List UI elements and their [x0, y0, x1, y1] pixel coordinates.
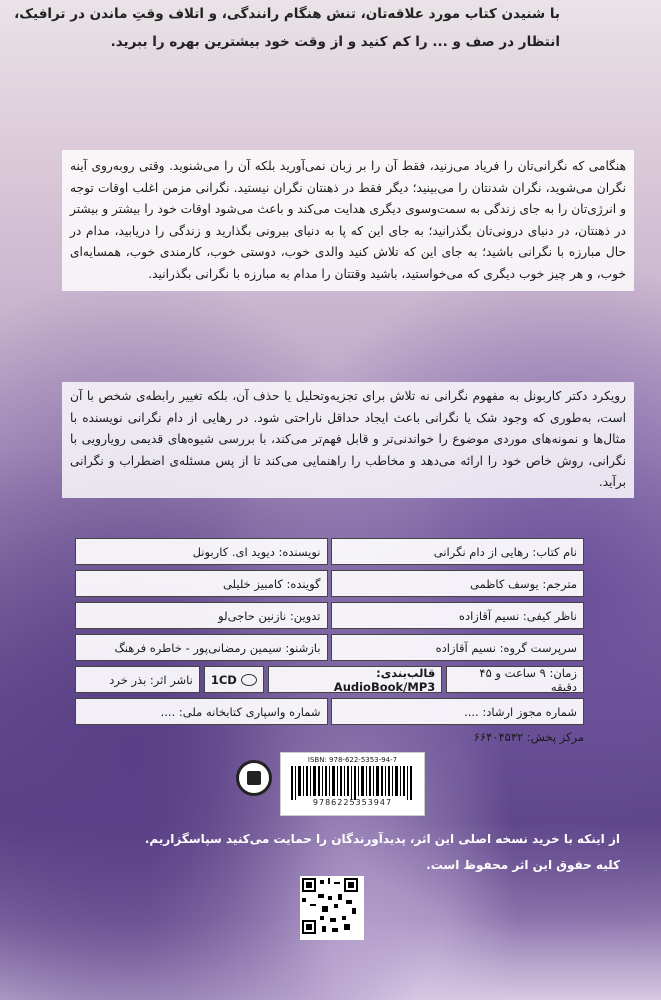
book-name: نام کتاب: رهایی از دام نگرانی: [331, 538, 584, 565]
footer-line-1: از اینکه با خرید نسخه اصلی این اثر، پدیدآورندگان را حمایت می‌کنید سپاسگزاریم.: [144, 832, 620, 846]
about-paragraph: رویکرد دکتر کاربونل به مفهوم نگرانی نه تلاش برای تجزیه‌وتحلیل یا حذف آن، بلکه تغییر رابطه‌ی شخص با آن است، به‌طوری که وجود شک یا نگرانی باعث ایجاد حداقل ناراحتی شود. در رهایی از دام نگرانی نویسنده با مثال‌ها و نمونه‌های موردی موضوع را خواندنی‌تر و قابل فهم‌تر می‌کند، با بررسی شیوه‌های قدیمی رویارویی با نگرانی، روش خاص خود را ارائه می‌دهد و مخاطب را راهنمایی می‌کند تا از پس مسئله‌ی اضطراب و نگرانی برآید.: [62, 382, 634, 498]
intro-line-1: با شنیدن کتاب مورد علاقه‌تان، تنش هنگام رانندگی، و اتلاف وقتِ ماندن در ترافیک،: [14, 6, 560, 22]
distribution-center: مرکز پخش: ۶۶۴۰۴۵۳۲: [473, 730, 584, 744]
disc-count: [204, 666, 264, 693]
isbn-label: ISBN: 978-622-5353-94-7: [307, 756, 398, 764]
intro-text: [0, 0, 560, 56]
barcode-bars: [291, 766, 414, 800]
barcode: [280, 752, 425, 816]
intro-line-2: انتظار در صف و ... را کم کنید و از وقت خود بیشترین بهره را ببرید.: [110, 34, 560, 50]
team-lead: سرپرست گروه: نسیم آقازاده: [331, 634, 584, 661]
publisher: ناشر اثر: بذر خرد: [75, 666, 200, 693]
format: قالب‌بندی: AudioBook/MP3: [268, 666, 442, 693]
publisher-logo-icon: [236, 760, 272, 796]
quality-supervisor: ناظر کیفی: نسیم آقازاده: [331, 602, 584, 629]
disc-label: 1CD: [210, 672, 237, 687]
library-number: شماره واسپاری کتابخانه ملی: ....: [75, 698, 328, 725]
editing: تدوین: نازنین حاجی‌لو: [75, 602, 328, 629]
book-info-table: [75, 538, 584, 730]
qr-code-icon: [300, 876, 364, 940]
duration: زمان: ۹ ساعت و ۴۵ دقیقه: [446, 666, 584, 693]
qr-code-pattern: [302, 878, 358, 934]
barcode-number: 9786225353947: [312, 798, 393, 807]
footer-line-2: کلیه حقوق این اثر محفوظ است.: [426, 858, 620, 872]
footer-text: [120, 826, 620, 878]
review: بازشنو: سیمین رمضانی‌پور - خاطره فرهنگ: [75, 634, 328, 661]
author: نویسنده: دیوید ای. کاربونل: [75, 538, 328, 565]
translator: مترجم: یوسف کاظمی: [331, 570, 584, 597]
narrator: گوینده: کامبیز خلیلی: [75, 570, 328, 597]
cd-icon: [241, 674, 257, 686]
guidance-license: شماره مجوز ارشاد: ....: [331, 698, 584, 725]
description-paragraph: هنگامی که نگرانی‌تان را فریاد می‌زنید، فقط آن را بر زبان نمی‌آورید بلکه آن را می‌شنوید. وقتی روبه‌روی آینه نگران می‌شوید، نگران شدنتان را می‌بینید؛ دیگر فقط در ذهنتان نگران نیستید. نگرانی مزمن اغلب اوقات توجه و انرژی‌تان را به جای زندگی به سمت‌وسوی دیگری هدایت می‌کند و باعث می‌شود اوقات خود را بیشتر و بیشتر در ذهنتان، در دنیای درونی‌تان بگذرانید؛ به جای این که پا به دنیای بیرونی بگذارید و زندگی را دریابید، مدام در حال مبارزه با نگرانی باشید؛ به جای این که تلاش کنید والدی خوب، دوستی خوب، کارمندی خوب، همسایه‌ای خوب، و هر چیز خوب دیگری که می‌خواستید، باشید وقتتان را مدام به مبارزه با نگرانی بگذرانید.: [62, 150, 634, 291]
